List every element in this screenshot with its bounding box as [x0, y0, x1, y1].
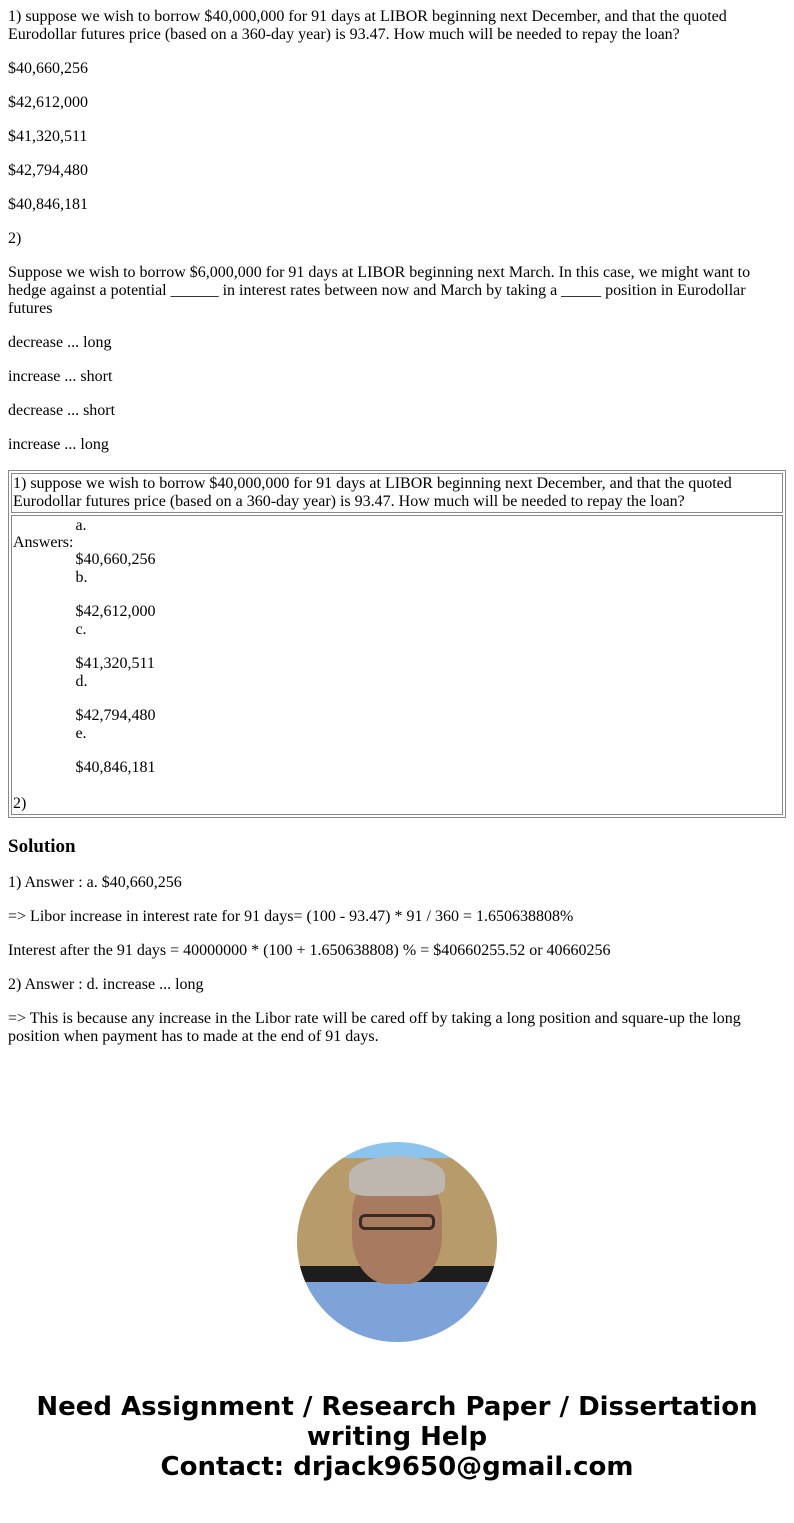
answers-label: Answers:	[13, 534, 74, 551]
option-value: $40,660,256	[75, 551, 156, 568]
question-2-number: 2)	[8, 230, 22, 247]
question-2-text: Suppose we wish to borrow $6,000,000 for 91 days at LIBOR beginning next March. In this case, we might want to hedge against a potential ______ in interest rates between now and March by taking a _____ position in Eurodollar futures	[8, 264, 751, 317]
next-question-label: 2)	[13, 795, 27, 812]
solution-line: Interest after the 91 days = 40000000 * (100 + 1.650638808) % = $40660255.52 or 40660256	[8, 942, 611, 959]
table-question-text: 1) suppose we wish to borrow $40,000,000 for 91 days at LIBOR beginning next December, and that the quoted Eurodollar futures price (based on a 360-day year) is 93.47. How much will be needed to repay the loan?	[11, 473, 783, 513]
solution-line: 1) Answer : a. $40,660,256	[8, 874, 182, 891]
answer-option-a	[75, 517, 155, 569]
answer-option-c	[75, 621, 155, 673]
q1-option: $42,612,000	[8, 94, 88, 111]
option-letter: e.	[75, 725, 87, 742]
q2-option: increase ... short	[8, 368, 113, 385]
q1-option: $40,660,256	[8, 60, 88, 77]
q1-option: $40,846,181	[8, 196, 88, 213]
table-answers-cell	[11, 515, 783, 815]
solution-heading: Solution	[8, 836, 76, 857]
answer-option-e	[75, 725, 155, 795]
contact-email: Contact: drjack9650@gmail.com	[160, 1452, 634, 1482]
question-1-text: 1) suppose we wish to borrow $40,000,000 for 91 days at LIBOR beginning next December, and that the quoted Eurodollar futures price (based on a 360-day year) is 93.47. How much will be needed to repay the loan?	[8, 8, 727, 43]
help-banner	[8, 1392, 786, 1482]
q2-option: decrease ... short	[8, 402, 116, 419]
option-letter: b.	[75, 569, 88, 586]
author-avatar	[297, 1142, 497, 1342]
q2-option: decrease ... long	[8, 334, 112, 351]
solution-line: => Libor increase in interest rate for 91 days= (100 - 93.47) * 91 / 360 = 1.650638808%	[8, 908, 574, 925]
option-value: $41,320,511	[75, 655, 155, 672]
solution-line: 2) Answer : d. increase ... long	[8, 976, 204, 993]
question-table	[8, 470, 786, 818]
option-value: $40,846,181	[75, 759, 156, 776]
help-banner-text: Need Assignment / Research Paper / Dissertation writing Help	[36, 1392, 758, 1452]
answer-option-b	[75, 569, 155, 621]
option-letter: a.	[75, 517, 87, 534]
option-letter: c.	[75, 621, 87, 638]
option-value: $42,612,000	[75, 603, 156, 620]
solution-line: => This is because any increase in the Libor rate will be cared off by taking a long position and square-up the long position when payment has to made at the end of 91 days.	[8, 1010, 741, 1045]
q1-option: $41,320,511	[8, 128, 88, 145]
avatar-glasses	[359, 1214, 435, 1230]
option-value: $42,794,480	[75, 707, 156, 724]
option-letter: d.	[75, 673, 88, 690]
answer-option-d	[75, 673, 155, 725]
avatar-hair	[349, 1156, 445, 1196]
q1-option: $42,794,480	[8, 162, 88, 179]
q2-option: increase ... long	[8, 436, 109, 453]
answers-table	[13, 517, 155, 795]
